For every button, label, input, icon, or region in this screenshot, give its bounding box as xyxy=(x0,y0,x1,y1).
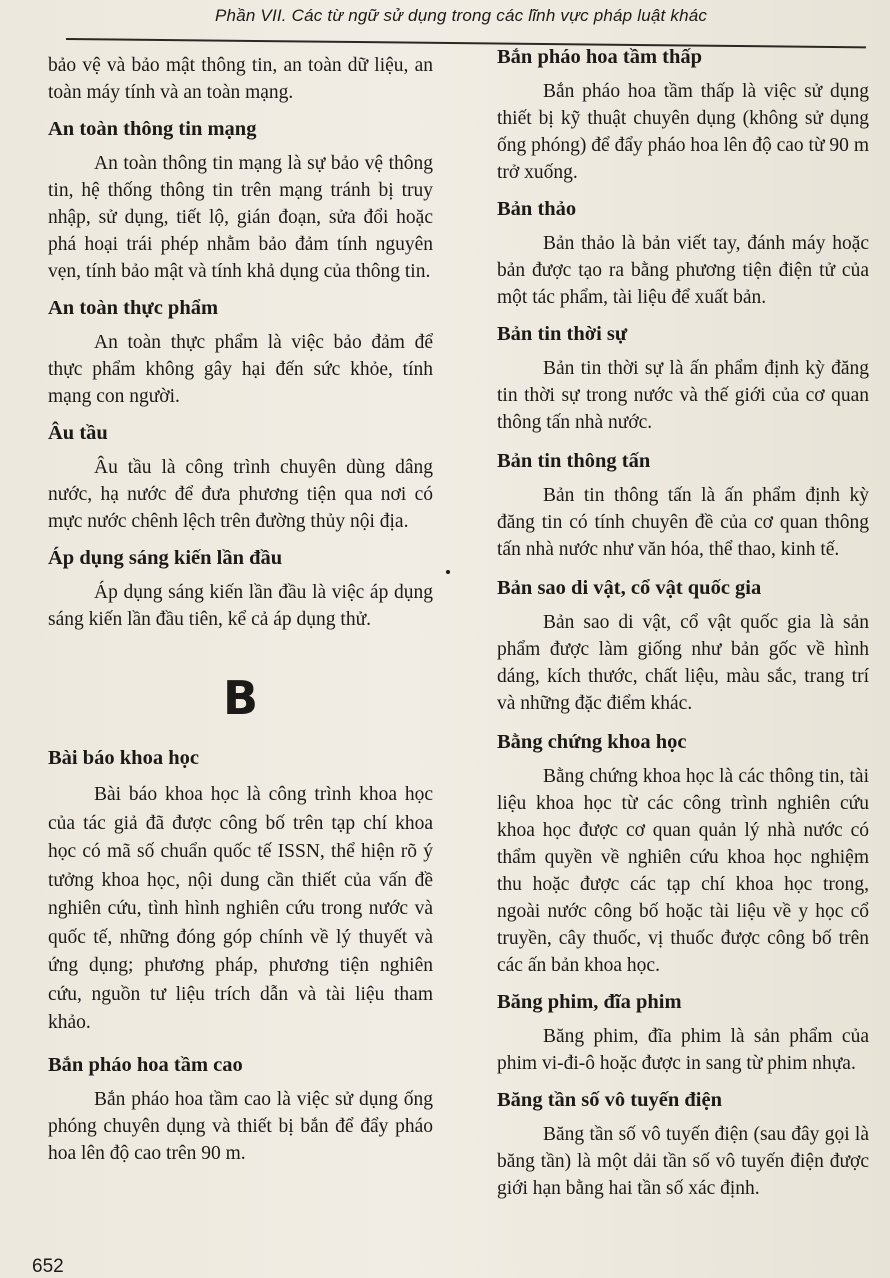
entry-term: Bản sao di vật, cổ vật quốc gia xyxy=(497,577,762,599)
entry-definition: Âu tầu là công trình chuyên dùng dâng nước, hạ nước để đưa phương tiện qua nơi có mực nước chênh lệch trên đường thủy nội địa. xyxy=(48,457,433,532)
right-column xyxy=(497,44,869,1202)
page-number: 652 xyxy=(32,1256,64,1277)
entry-definition: Băng tần số vô tuyến điện (sau đây gọi là băng tần) là một dải tần số vô tuyến điện được giới hạn bằng hai tần số xác định. xyxy=(497,1124,869,1199)
entry-term: Bản tin thời sự xyxy=(497,323,628,345)
entry-term: Bắn pháo hoa tầm thấp xyxy=(497,46,703,68)
entry-term: Bài báo khoa học xyxy=(48,747,199,769)
entry-definition: Bài báo khoa học là công trình khoa học của tác giả đã được công bố trên tạp chí khoa học có mã số chuẩn quốc tế ISSN, thể hiện rõ ý tưởng khoa học, nội dung cần thiết của vấn đề nghiên cứu, tình hình nghiên cứu trong nước và quốc tế, những đóng góp chính về lý thuyết và ứng dụng; phương pháp, phương tiện nghiên cứu, nguồn tư liệu trích dẫn và tài liệu tham khảo. xyxy=(48,784,433,1033)
entry-definition: Bản tin thời sự là ấn phẩm định kỳ đăng tin thời sự trong nước và thế giới của cơ quan thông tấn nhà nước. xyxy=(497,358,869,433)
entry-definition: Bằng chứng khoa học là các thông tin, tài liệu khoa học từ các công trình nghiên cứu khoa học được cơ quan quản lý nhà nước có thẩm quyền về nghiên cứu khoa học nghiệm thu hoặc được các tạp chí khoa học trong, ngoài nước công bố hoặc tài liệu về y học cổ truyền, cây thuốc, vị thuốc được công bố trên các ấn bản khoa học. xyxy=(497,766,869,976)
entry-term: An toàn thông tin mạng xyxy=(48,118,257,140)
entry-definition: Bản tin thông tấn là ấn phẩm định kỳ đăng tin có tính chuyên đề của cơ quan thông tấn nhà nước như văn hóa, thể thao, kinh tế. xyxy=(497,485,869,560)
entry-term: Bắn pháo hoa tầm cao xyxy=(48,1053,243,1076)
entry-term: Bản tin thông tấn xyxy=(497,450,651,472)
entry-definition: Bản thảo là bản viết tay, đánh máy hoặc bản được tạo ra bằng phương tiện điện tử của một tác phẩm, tài liệu để xuất bản. xyxy=(497,233,869,308)
entry-definition: Bắn pháo hoa tầm cao là việc sử dụng ống phóng chuyên dụng và thiết bị bắn để đẩy pháo hoa lên độ cao trên 90 m. xyxy=(48,1088,433,1164)
entry-term: Âu tầu xyxy=(48,422,108,444)
running-header: Phần VII. Các từ ngữ sử dụng trong các lĩnh vực pháp luật khác xyxy=(215,6,708,25)
entry-term: Băng tần số vô tuyến điện xyxy=(497,1089,722,1111)
left-column xyxy=(48,52,433,1167)
entry-definition: Bản sao di vật, cổ vật quốc gia là sản phẩm được làm giống như bản gốc về hình dáng, kích thước, chất liệu, màu sắc, trang trí và những đặc điểm khác. xyxy=(497,612,869,714)
entry-definition: An toàn thực phẩm là việc bảo đảm để thực phẩm không gây hại đến sức khỏe, tính mạng con người. xyxy=(48,332,433,407)
entry-term: Áp dụng sáng kiến lần đầu xyxy=(48,547,283,569)
section-letter: B xyxy=(222,671,259,725)
entry-definition: Băng phim, đĩa phim là sản phẩm của phim vi-đi-ô hoặc được in sang từ phim nhựa. xyxy=(497,1026,869,1074)
entry-term: Băng phim, đĩa phim xyxy=(497,991,682,1013)
ink-dot xyxy=(446,570,450,574)
entry-term: An toàn thực phẩm xyxy=(48,297,219,319)
entry-definition: Bắn pháo hoa tầm thấp là việc sử dụng thiết bị kỹ thuật chuyên dụng (không sử dụng ống phóng) để đẩy pháo hoa lên độ cao từ 90 m trở xuống. xyxy=(497,81,869,183)
continuation-text: bảo vệ và bảo mật thông tin, an toàn dữ liệu, an toàn máy tính và an toàn mạng. xyxy=(48,55,433,103)
entry-definition: An toàn thông tin mạng là sự bảo vệ thông tin, hệ thống thông tin trên mạng tránh bị truy nhập, sử dụng, tiết lộ, gián đoạn, sửa đổi hoặc phá hoại trái phép nhằm bảo đảm tính nguyên vẹn, tính bảo mật và tính khả dụng của thông tin. xyxy=(48,153,433,282)
entry-term: Bản thảo xyxy=(497,198,577,220)
entry-term: Bằng chứng khoa học xyxy=(497,731,687,753)
entry-definition: Áp dụng sáng kiến lần đầu là việc áp dụng sáng kiến lần đầu tiên, kể cả áp dụng thử. xyxy=(48,582,433,630)
